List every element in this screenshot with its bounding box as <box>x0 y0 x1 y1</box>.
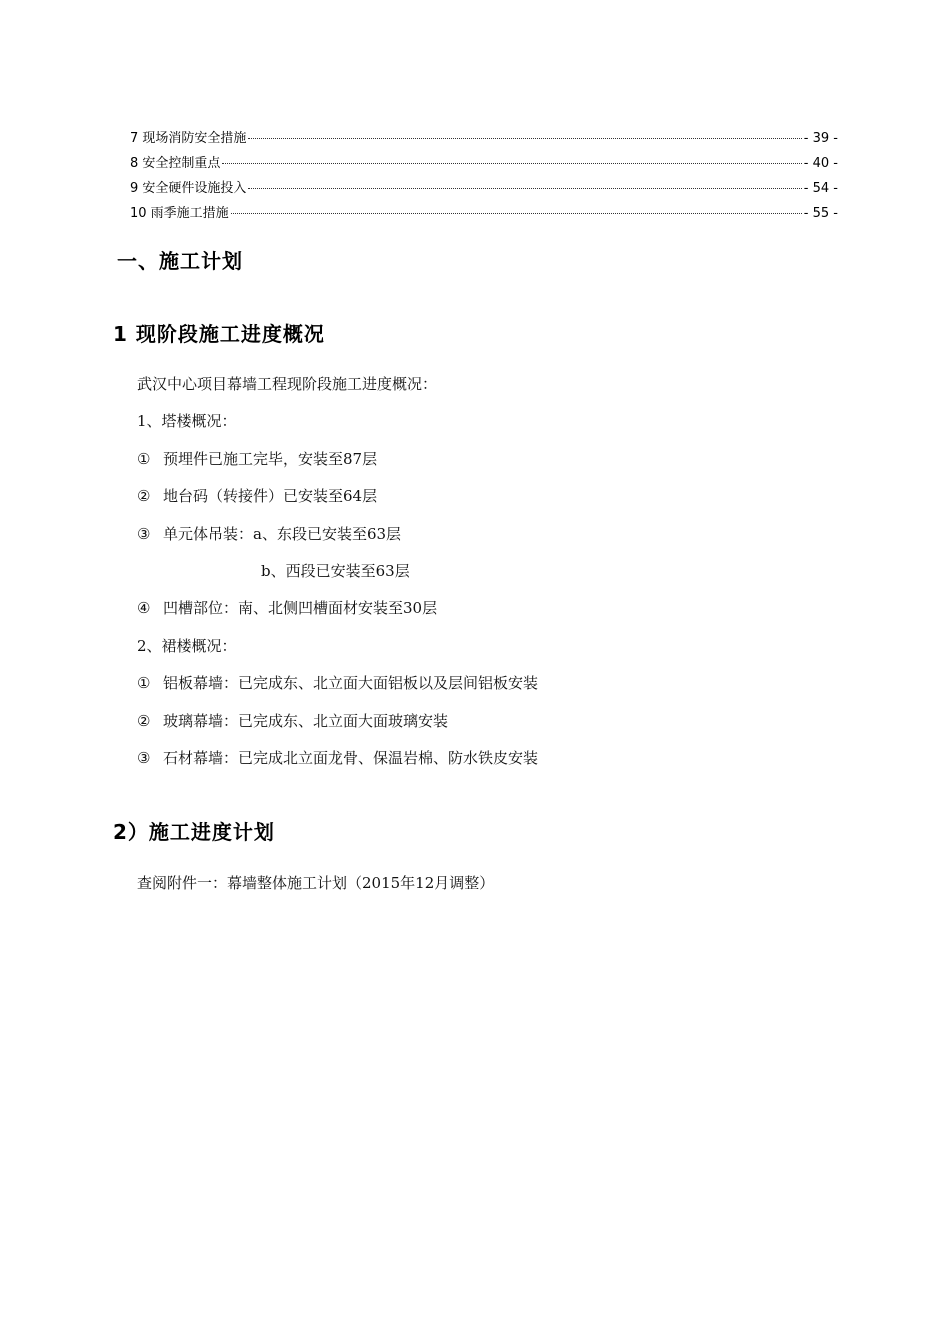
list-item: ② 地台码（转接件）已安装至64层 <box>137 483 538 520</box>
table-of-contents <box>130 126 838 226</box>
toc-entry-page: - 54 - <box>803 181 838 196</box>
list-marker: ③ <box>137 524 151 543</box>
attachment-reference: 查阅附件一：幕墙整体施工计划（2015年12月调整） <box>137 874 495 892</box>
toc-entry-label: 9 安全硬件设施投入 <box>130 181 247 196</box>
paragraph-line: 1、塔楼概况： <box>137 412 237 431</box>
list-marker: ④ <box>137 599 151 618</box>
list-item: ④ 凹槽部位：南、北侧凹槽面材安装至30层 <box>137 595 538 632</box>
list-item: ① 铝板幕墙：已完成东、北立面大面铝板以及层间铝板安装 <box>137 670 538 707</box>
toc-entry-page: - 55 - <box>803 206 838 221</box>
toc-entry[interactable] <box>130 176 838 201</box>
toc-leader-dots <box>248 126 801 139</box>
list-item-continuation: b、西段已安装至63层 <box>261 561 410 580</box>
section-heading: 一、施工计划 <box>117 249 243 273</box>
toc-entry-label: 10 雨季施工措施 <box>130 206 229 221</box>
paragraph-line: 武汉中心项目幕墙工程现阶段施工进度概况： <box>137 375 438 393</box>
toc-leader-dots <box>248 176 801 189</box>
toc-entry-label: 7 现场消防安全措施 <box>130 131 247 146</box>
subsection-heading-schedule: 2）施工进度计划 <box>113 820 275 844</box>
toc-entry[interactable] <box>130 126 838 151</box>
subsection-heading-progress-overview: 1 现阶段施工进度概况 <box>113 322 325 346</box>
list-marker: ③ <box>137 748 151 767</box>
toc-entry-label: 8 安全控制重点 <box>130 156 221 171</box>
list-item: ③ 石材幕墙：已完成北立面龙骨、保温岩棉、防水铁皮安装 <box>137 745 538 782</box>
list-marker: ② <box>137 487 151 506</box>
progress-overview-body <box>137 371 538 782</box>
list-item: ② 玻璃幕墙：已完成东、北立面大面玻璃安装 <box>137 708 538 745</box>
list-item: ③ 单元体吊装：a、东段已安装至63层 <box>137 521 538 558</box>
toc-leader-dots <box>222 151 801 164</box>
toc-entry-page: - 40 - <box>803 156 838 171</box>
toc-entry[interactable] <box>130 151 838 176</box>
toc-leader-dots <box>231 201 802 214</box>
toc-entry[interactable] <box>130 201 838 226</box>
list-marker: ② <box>137 711 151 730</box>
paragraph-line: 2、裙楼概况： <box>137 636 237 655</box>
list-marker: ① <box>137 674 151 693</box>
toc-entry-page: - 39 - <box>803 131 838 146</box>
list-marker: ① <box>137 449 151 468</box>
list-item: ① 预埋件已施工完毕，安装至87层 <box>137 446 538 483</box>
